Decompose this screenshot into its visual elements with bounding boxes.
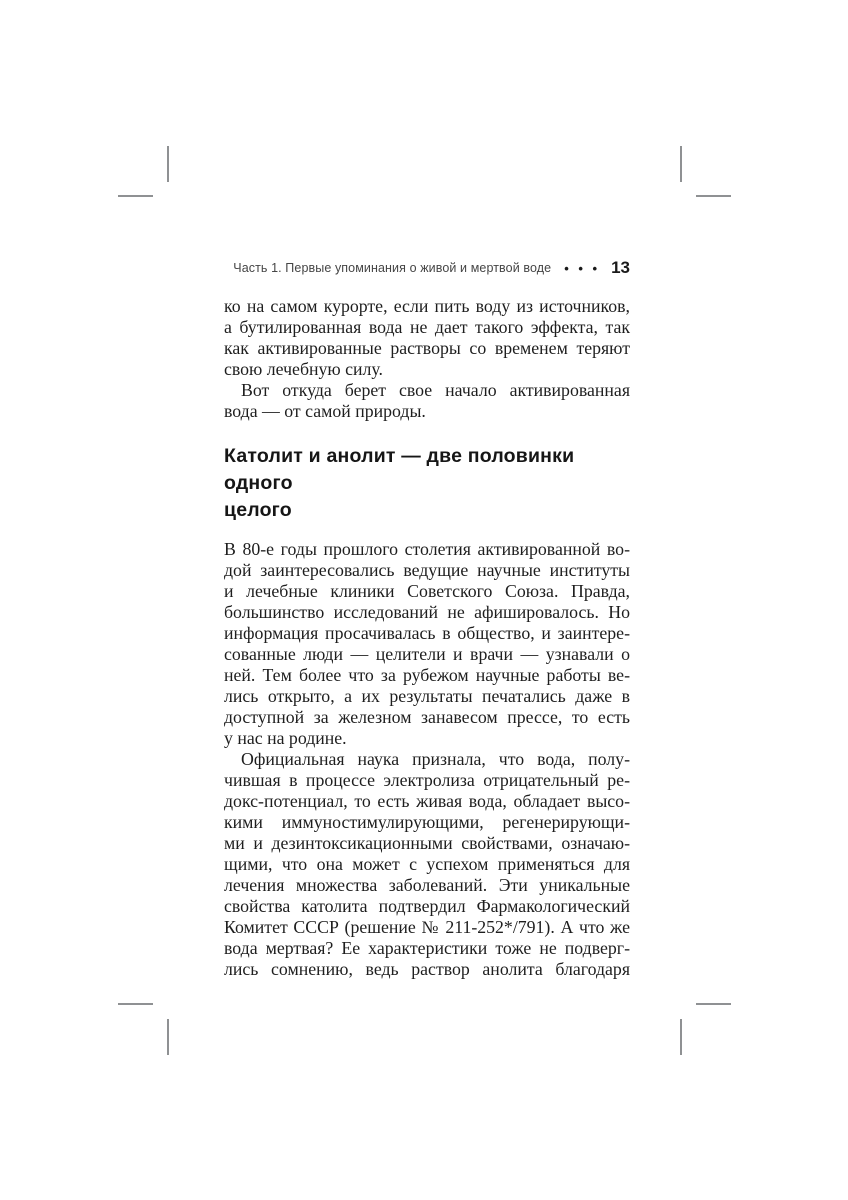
crop-mark-bottom-right-vertical: [680, 1019, 682, 1055]
text-line: Вот откуда берет свое начало активированная: [241, 380, 630, 400]
text-line: чившая в процессе электролиза отрицательный ре-: [224, 770, 630, 790]
page-number: 13: [611, 258, 630, 277]
text-line: щими, что она может с успехом применяться для: [224, 854, 630, 874]
text-line: доступной за железном занавесом прессе, то есть: [224, 707, 630, 727]
crop-mark-top-right-vertical: [680, 146, 682, 182]
text-line: и лечебные клиники Советского Союза. Правда,: [224, 581, 630, 601]
text-line: а бутилированная вода не дает такого эффекта, так: [224, 317, 630, 337]
text-line: ней. Тем более что за рубежом научные работы ве-: [224, 665, 630, 685]
paragraph: [224, 749, 630, 980]
text-line: лечения множества заболеваний. Эти уникальные: [224, 875, 630, 895]
crop-mark-bottom-left-horizontal: [118, 1003, 153, 1005]
text-line: докс-потенциал, то есть живая вода, обладает высо-: [224, 791, 630, 811]
paragraph: [224, 539, 630, 749]
text-column: [224, 296, 630, 980]
text-line: В 80-е годы прошлого столетия активированной во-: [224, 539, 630, 559]
crop-mark-top-left-horizontal: [118, 195, 153, 197]
separator-dots-icon: • • •: [564, 260, 601, 276]
text-line: как активированные растворы со временем теряют: [224, 338, 630, 358]
text-line: у нас на родине.: [224, 728, 347, 748]
text-line: вода мертвая? Ее характеристики тоже не подверг-: [224, 938, 630, 958]
text-line: кими иммуностимулирующими, регенерирующи-: [224, 812, 630, 832]
text-line: свойства католита подтвердил Фармакологический: [224, 896, 630, 916]
crop-mark-top-right-horizontal: [696, 195, 731, 197]
crop-mark-bottom-left-vertical: [167, 1019, 169, 1055]
text-line: ми и дезинтоксикационными свойствами, означаю-: [224, 833, 630, 853]
crop-mark-bottom-right-horizontal: [696, 1003, 731, 1005]
heading-line: целого: [224, 499, 292, 521]
text-line: лись открыто, а их результаты печатались даже в: [224, 686, 630, 706]
paragraph: [224, 380, 630, 422]
text-line: большинство исследований не афишировалось. Но: [224, 602, 630, 622]
section-heading: [224, 443, 630, 524]
paragraph: [224, 296, 630, 380]
text-line: свою лечебную силу.: [224, 359, 383, 379]
text-line: вода — от самой природы.: [224, 401, 426, 421]
text-line: дой заинтересовались ведущие научные институты: [224, 560, 630, 580]
running-head: [224, 258, 630, 278]
text-line: Комитет СССР (решение № 211-252*/791). А что же: [224, 917, 630, 937]
text-line: ко на самом курорте, если пить воду из источников,: [224, 296, 630, 316]
text-line: информация просачивалась в общество, и заинтере-: [224, 623, 630, 643]
text-line: сованные люди — целители и врачи — узнавали о: [224, 644, 630, 664]
crop-mark-top-left-vertical: [167, 146, 169, 182]
heading-line: Католит и анолит — две половинки одного: [224, 445, 575, 494]
chapter-title: Часть 1. Первые упоминания о живой и мертвой воде: [233, 261, 552, 275]
text-line: лись сомнению, ведь раствор анолита благодаря: [224, 959, 630, 979]
text-line: Официальная наука признала, что вода, полу-: [241, 749, 630, 769]
